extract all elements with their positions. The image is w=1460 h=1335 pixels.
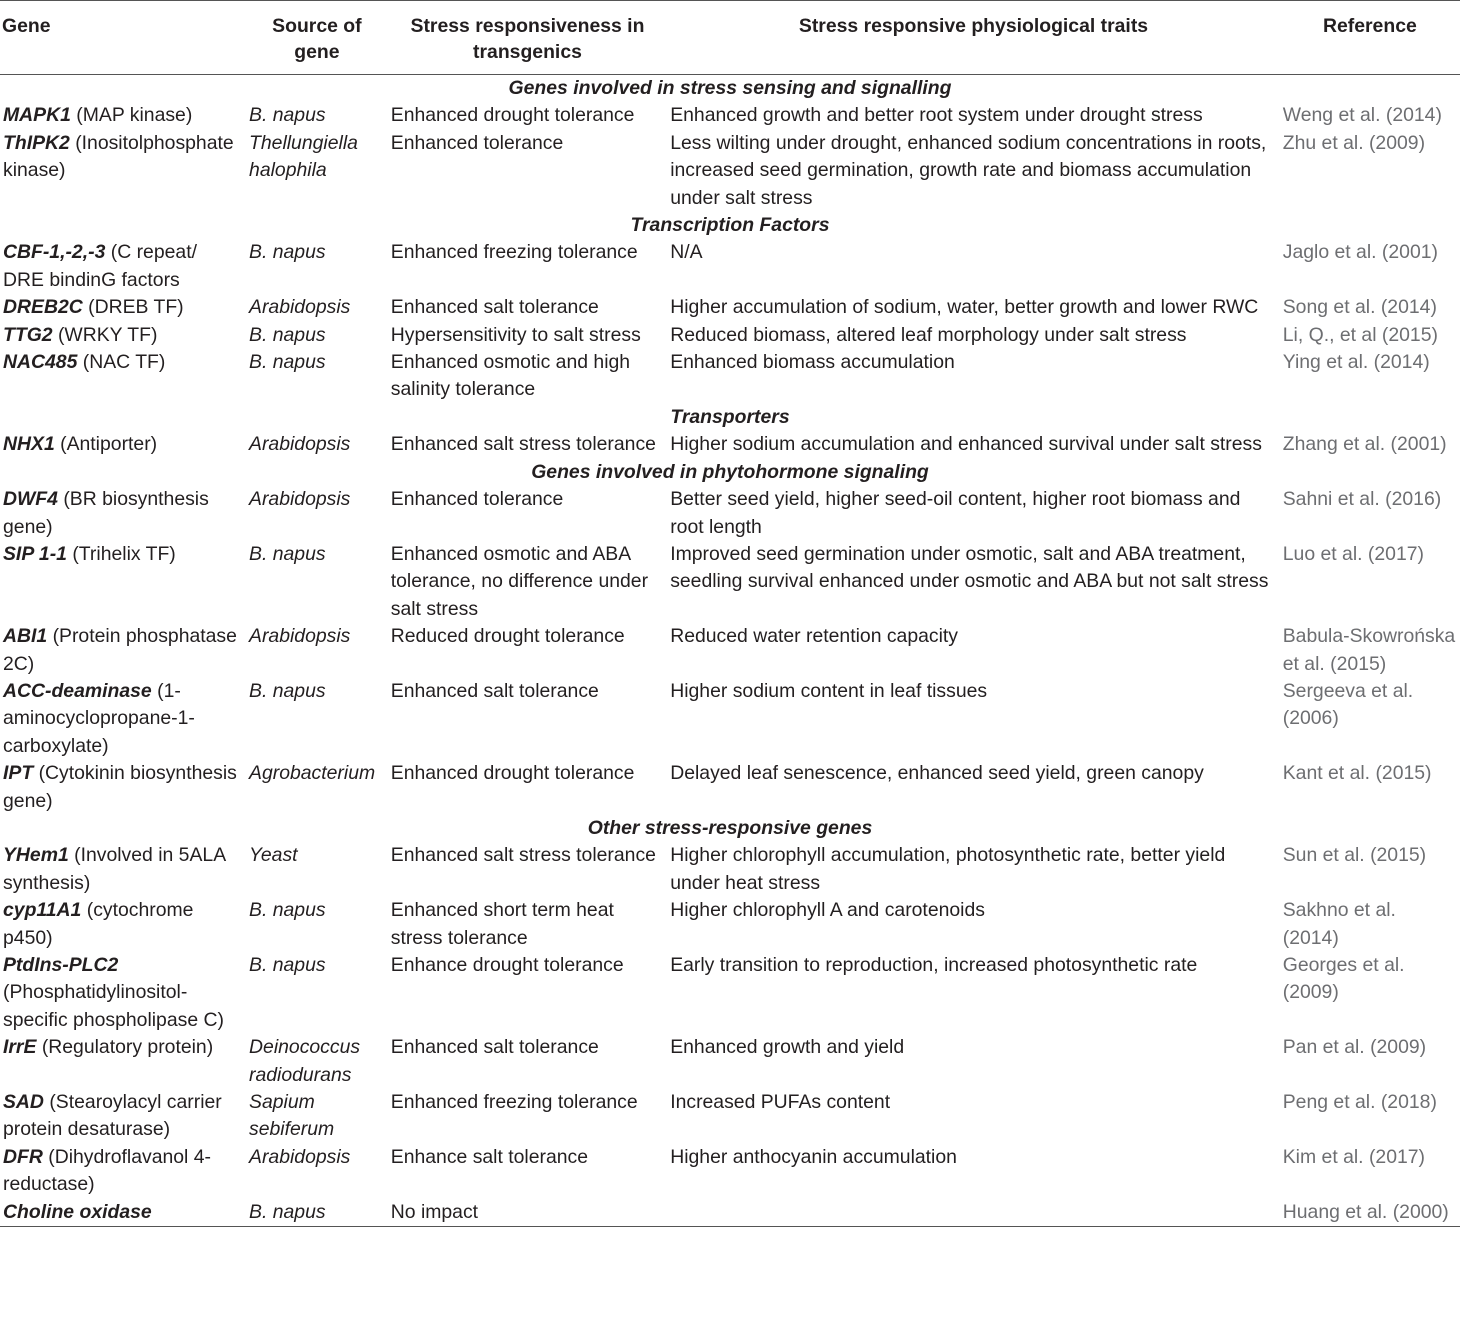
gene-cell <box>0 541 246 623</box>
gene-description: (NAC TF) <box>82 351 166 374</box>
responsiveness-cell: Hypersensitivity to salt stress <box>390 323 641 346</box>
reference-cell: Kim et al. (2017) <box>1282 1145 1426 1168</box>
gene-cell <box>0 102 246 129</box>
header-reference: Reference <box>1280 1 1460 75</box>
gene-cell <box>0 294 246 321</box>
table-row <box>0 1144 1460 1199</box>
traits-cell: Higher chlorophyll accumulation, photosynthetic rate, better yield under heat stress <box>670 844 1226 894</box>
table-row <box>0 322 1460 349</box>
source-cell: Arabidopsis <box>249 433 351 456</box>
header-responsiveness: Stress responsiveness in transgenics <box>388 1 667 75</box>
reference-cell: Ying et al. (2014) <box>1282 351 1430 374</box>
gene-cell <box>0 349 246 404</box>
gene-cell <box>0 897 246 952</box>
gene-description: (Protein phosphatase 2C) <box>3 625 237 675</box>
source-cell: Arabidopsis <box>249 488 351 511</box>
gene-name: SIP 1-1 <box>3 542 67 565</box>
responsiveness-cell: Enhanced short term heat stress tolerance <box>390 899 614 949</box>
responsiveness-cell: Enhance salt tolerance <box>390 1145 589 1168</box>
traits-cell: Higher anthocyanin accumulation <box>670 1145 957 1168</box>
source-cell: Agrobacterium <box>249 762 376 785</box>
traits-cell: Enhanced growth and better root system under drought stress <box>670 104 1203 127</box>
gene-description: (Inositolphosphate kinase) <box>3 131 234 182</box>
gene-name: IPT <box>3 762 34 785</box>
source-cell: B. napus <box>249 679 326 702</box>
gene-name: Choline oxidase <box>3 1200 152 1223</box>
reference-cell: Song et al. (2014) <box>1282 296 1437 319</box>
traits-cell: Delayed leaf senescence, enhanced seed yield, green canopy <box>670 762 1204 785</box>
traits-cell: Early transition to reproduction, increased photosynthetic rate <box>670 954 1198 976</box>
responsiveness-cell: Enhanced freezing tolerance <box>390 241 638 264</box>
reference-cell: Sun et al. (2015) <box>1282 844 1427 867</box>
traits-cell: Reduced biomass, altered leaf morphology under salt stress <box>670 323 1187 346</box>
gene-name: DREB2C <box>3 296 83 319</box>
gene-description: (1-aminocyclopropane-1-carboxylate) <box>3 679 195 757</box>
table-row <box>0 541 1460 623</box>
table-row <box>0 130 1460 212</box>
gene-description: (Phosphatidylinositol-specific phospholipase C) <box>3 981 224 1031</box>
gene-cell <box>0 239 246 294</box>
traits-cell: Enhanced growth and yield <box>670 1036 905 1059</box>
responsiveness-cell: Enhanced salt stress tolerance <box>390 844 656 867</box>
responsiveness-cell: Enhanced drought tolerance <box>390 762 635 785</box>
traits-cell: Increased PUFAs content <box>670 1091 891 1114</box>
table-row <box>0 1199 1460 1227</box>
table-row <box>0 623 1460 678</box>
table-row <box>0 842 1460 897</box>
reference-cell: Jaglo et al. (2001) <box>1282 241 1438 264</box>
source-cell: Sapium sebiferum <box>249 1091 335 1141</box>
source-cell: Thellungiella halophila <box>249 131 358 182</box>
responsiveness-cell: Enhanced salt tolerance <box>390 296 599 319</box>
traits-cell: Higher sodium content in leaf tissues <box>670 679 988 702</box>
reference-cell: Zhu et al. (2009) <box>1282 131 1426 154</box>
gene-cell <box>0 952 246 1034</box>
gene-name: IrrE <box>3 1036 37 1059</box>
gene-cell <box>0 486 246 541</box>
responsiveness-cell: Enhanced drought tolerance <box>390 104 635 127</box>
reference-cell: Babula-Skowrońska et al. (2015) <box>1282 625 1456 675</box>
section-title: Genes involved in phytohormone signaling <box>531 460 929 483</box>
table-row <box>0 760 1460 815</box>
gene-name: ACC-deaminase <box>3 679 152 702</box>
responsiveness-cell: Enhance drought tolerance <box>390 954 624 976</box>
gene-cell <box>0 1199 246 1227</box>
traits-cell: Higher accumulation of sodium, water, better growth and lower RWC <box>670 296 1259 319</box>
responsiveness-cell: Enhanced salt tolerance <box>390 1036 599 1059</box>
source-cell: Arabidopsis <box>249 296 351 319</box>
gene-description: (Regulatory protein) <box>41 1036 214 1059</box>
table-row <box>0 952 1460 1034</box>
gene-description: (BR biosynthesis gene) <box>3 488 209 538</box>
gene-cell <box>0 678 246 760</box>
reference-cell: Sakhno et al. (2014) <box>1282 899 1396 949</box>
gene-name: CBF-1,-2,-3 <box>3 241 106 264</box>
reference-cell: Georges et al. (2009) <box>1282 954 1405 1004</box>
section-heading-row <box>0 815 1460 842</box>
gene-description: (Stearoylacyl carrier protein desaturase) <box>3 1091 222 1141</box>
gene-name: PtdIns-PLC2 <box>3 954 119 976</box>
source-cell: Yeast <box>249 844 298 867</box>
gene-name: cyp11A1 <box>3 899 82 922</box>
reference-cell: Luo et al. (2017) <box>1282 542 1424 565</box>
reference-cell: Peng et al. (2018) <box>1282 1091 1437 1114</box>
gene-description: (C repeat/ DRE bindinG factors <box>3 241 197 291</box>
gene-description: (Trihelix TF) <box>72 542 176 565</box>
responsiveness-cell: Enhanced osmotic and high salinity tolerance <box>390 351 631 401</box>
gene-cell <box>0 623 246 678</box>
gene-description: (Dihydroflavanol 4-reductase) <box>3 1145 211 1196</box>
gene-name: NHX1 <box>3 433 55 456</box>
reference-cell: Zhang et al. (2001) <box>1282 433 1447 456</box>
source-cell: B. napus <box>249 241 326 264</box>
source-cell: B. napus <box>246 1199 388 1227</box>
traits-cell: Better seed yield, higher seed-oil content, higher root biomass and root length <box>670 488 1241 538</box>
gene-cell <box>0 1089 246 1144</box>
reference-cell: Pan et al. (2009) <box>1282 1036 1427 1059</box>
header-source: Source of gene <box>246 1 388 75</box>
source-cell: B. napus <box>249 351 326 374</box>
gene-description: (Involved in 5ALA synthesis) <box>3 844 226 894</box>
table-row <box>0 486 1460 541</box>
table-row <box>0 239 1460 294</box>
gene-cell <box>0 1144 246 1199</box>
table-body <box>0 75 1460 1227</box>
responsiveness-cell: Enhanced osmotic and ABA tolerance, no difference under salt stress <box>390 542 649 620</box>
traits-cell: N/A <box>670 241 703 264</box>
table-header <box>0 1 1460 75</box>
table-row <box>0 897 1460 952</box>
source-cell: B. napus <box>249 104 326 127</box>
traits-cell <box>667 1199 1280 1227</box>
gene-cell <box>0 130 246 212</box>
gene-description: (Cytokinin biosynthesis gene) <box>3 762 237 812</box>
table-row <box>0 431 1460 458</box>
responsiveness-cell: Enhanced tolerance <box>390 131 564 154</box>
traits-cell: Reduced water retention capacity <box>670 625 958 648</box>
source-cell: B. napus <box>249 323 326 346</box>
source-cell: Arabidopsis <box>249 1145 351 1168</box>
source-cell: Arabidopsis <box>249 625 351 648</box>
reference-cell: Sergeeva et al. (2006) <box>1282 679 1414 730</box>
gene-cell <box>0 842 246 897</box>
gene-description: (cytochrome p450) <box>3 899 194 949</box>
responsiveness-cell: Enhanced salt stress tolerance <box>390 433 656 456</box>
traits-cell: Higher sodium accumulation and enhanced survival under salt stress <box>670 433 1262 456</box>
traits-cell: Less wilting under drought, enhanced sodium concentrations in roots, increased seed germination, growth rate and biomass accumulation under salt stress <box>670 131 1267 209</box>
section-heading-row <box>0 75 1460 103</box>
table-row <box>0 349 1460 404</box>
gene-name: TTG2 <box>3 323 53 346</box>
responsiveness-cell: No impact <box>388 1199 667 1227</box>
table-row <box>0 294 1460 321</box>
reference-cell: Sahni et al. (2016) <box>1282 488 1442 511</box>
responsiveness-cell: Reduced drought tolerance <box>390 625 625 648</box>
reference-cell: Huang et al. (2000) <box>1280 1199 1460 1227</box>
gene-description: (Antiporter) <box>60 433 158 456</box>
header-traits: Stress responsive physiological traits <box>667 1 1280 75</box>
responsiveness-cell: Enhanced freezing tolerance <box>390 1091 638 1114</box>
gene-cell <box>0 760 246 815</box>
gene-name: SAD <box>3 1091 44 1114</box>
section-title: Other stress-responsive genes <box>587 816 873 839</box>
source-cell: B. napus <box>249 899 326 922</box>
responsiveness-cell: Enhanced tolerance <box>390 488 564 511</box>
gene-name: NAC485 <box>3 351 78 374</box>
traits-cell: Higher chlorophyll A and carotenoids <box>670 899 985 922</box>
section-title: Transcription Factors <box>630 214 830 237</box>
reference-cell: Li, Q., et al (2015) <box>1282 323 1438 346</box>
gene-name: ThIPK2 <box>3 131 70 154</box>
source-cell: B. napus <box>249 954 326 976</box>
gene-cell <box>0 322 246 349</box>
gene-name: YHem1 <box>3 844 69 867</box>
gene-cell <box>0 431 246 458</box>
header-gene: Gene <box>0 1 246 75</box>
section-heading-row <box>0 459 1460 486</box>
gene-name: DWF4 <box>3 488 58 511</box>
section-title: Genes involved in stress sensing and signalling <box>508 77 952 99</box>
traits-cell: Improved seed germination under osmotic, salt and ABA treatment, seedling survival enhanced under osmotic and ABA but not salt stress <box>670 542 1269 593</box>
section-title: Transporters <box>670 405 790 428</box>
reference-cell: Kant et al. (2015) <box>1282 762 1432 785</box>
table-row <box>0 1034 1460 1089</box>
gene-cell <box>0 1034 246 1089</box>
responsiveness-cell: Enhanced salt tolerance <box>390 679 599 702</box>
gene-description: (WRKY TF) <box>57 323 158 346</box>
gene-description: (MAP kinase) <box>76 104 193 127</box>
section-heading-row <box>0 212 1460 239</box>
source-cell: B. napus <box>249 542 326 565</box>
gene-name: DFR <box>3 1145 43 1168</box>
traits-cell: Enhanced biomass accumulation <box>670 351 955 374</box>
table-row <box>0 102 1460 129</box>
table-row <box>0 678 1460 760</box>
gene-name: ABI1 <box>3 625 48 648</box>
table-row <box>0 1089 1460 1144</box>
gene-description: (DREB TF) <box>88 296 184 319</box>
source-cell: Deinococcus radiodurans <box>249 1036 361 1086</box>
reference-cell: Weng et al. (2014) <box>1282 104 1442 127</box>
section-heading-row <box>0 404 1460 431</box>
gene-name: MAPK1 <box>3 104 71 127</box>
